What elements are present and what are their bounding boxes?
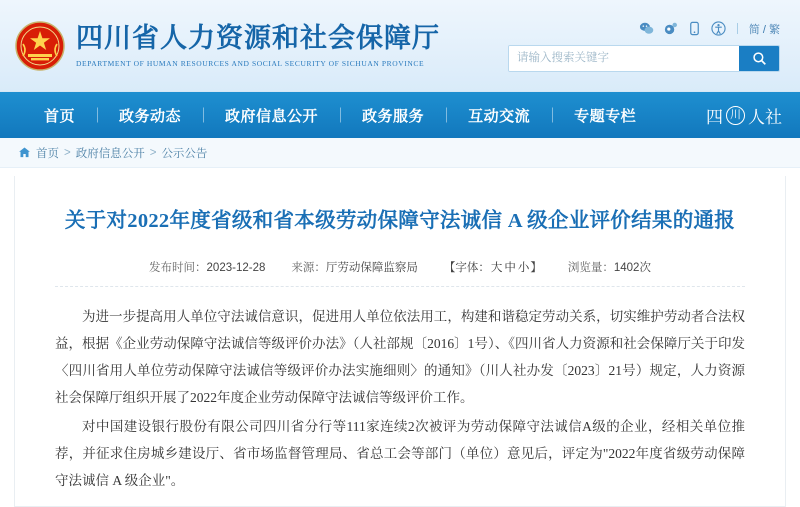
wechat-icon[interactable] xyxy=(639,21,654,36)
nav-item-government-services[interactable]: 政务服务 xyxy=(340,105,446,126)
site-header xyxy=(0,0,800,92)
nav-logo-circle: 川 xyxy=(726,106,745,125)
search-icon xyxy=(752,51,767,66)
source-value: 厅劳动保障监察局 xyxy=(325,261,418,274)
main-nav xyxy=(0,92,800,138)
home-icon xyxy=(18,146,31,159)
font-size-medium[interactable]: 中 xyxy=(504,261,516,274)
view-count xyxy=(568,259,651,275)
site-title-en: DEPARTMENT OF HUMAN RESOURCES AND SOCIAL SECURITY OF SICHUAN PROVINCE xyxy=(76,58,425,68)
breadcrumb-item-announcements[interactable]: 公示公告 xyxy=(161,147,208,160)
view-count-label: 浏览量： xyxy=(567,261,614,274)
breadcrumb-separator-2: > xyxy=(149,146,157,159)
font-size-control[interactable] xyxy=(444,259,542,275)
breadcrumb-item-information-disclosure[interactable]: 政府信息公开 xyxy=(75,147,145,160)
topbar-divider xyxy=(737,23,738,34)
publish-date-label: 发布时间： xyxy=(149,261,207,274)
content-area xyxy=(0,176,800,507)
accessibility-icon[interactable] xyxy=(711,21,726,36)
nav-logo-right: 人社 xyxy=(748,107,782,127)
site-brand xyxy=(76,24,440,68)
nav-item-interaction[interactable]: 互动交流 xyxy=(446,105,552,126)
nav-item-government-news[interactable]: 政务动态 xyxy=(97,105,203,126)
national-emblem-icon xyxy=(14,20,66,72)
breadcrumb xyxy=(0,138,800,168)
search-input[interactable] xyxy=(509,46,739,71)
nav-item-home[interactable]: 首页 xyxy=(44,107,76,125)
publish-date xyxy=(149,259,265,275)
nav-logo-left: 四 xyxy=(706,107,723,127)
article-card xyxy=(14,176,786,507)
nav-brand-logo[interactable] xyxy=(706,103,782,128)
weibo-icon[interactable] xyxy=(663,21,678,36)
article-source xyxy=(291,259,418,275)
article-paragraph: 为进一步提高用人单位守法诚信意识，促进用人单位依法用工，构建和谐稳定劳动关系，切实维护劳动者合法权益，根据《企业劳动保障守法诚信等级评价办法》（人社部规〔2016〕1号）、《四川省人力资源和社会保障厅关于印发〈四川省用人单位劳动保障守法诚信等级评价办法实施细则〉的通知》（川人社办发〔2023〕21号）规定，人力资源社会保障厅组织开展了2022年度企业劳动保障守法诚信等级评价工作。 xyxy=(55,308,745,405)
app-icon[interactable] xyxy=(687,21,702,36)
font-size-small[interactable]: 小 xyxy=(517,261,530,274)
site-title-cn: 四川省人力资源和社会保障厅 xyxy=(76,23,440,54)
search-button[interactable] xyxy=(739,46,779,71)
nav-item-information-disclosure[interactable]: 政府信息公开 xyxy=(203,105,340,126)
header-utility-bar xyxy=(639,21,780,37)
article-body xyxy=(55,303,745,494)
font-size-large[interactable]: 大 xyxy=(490,261,503,274)
breadcrumb-item-home[interactable]: 首页 xyxy=(36,147,59,160)
source-label: 来源： xyxy=(291,261,326,274)
view-count-value: 1402次 xyxy=(613,261,651,274)
nav-item-special-columns[interactable]: 专题专栏 xyxy=(552,105,658,126)
article-meta xyxy=(55,259,745,287)
language-switch[interactable]: 简 / 繁 xyxy=(748,23,780,36)
publish-date-value: 2023-12-28 xyxy=(206,261,266,274)
page-title: 关于对2022年度省级和省本级劳动保障守法诚信 A 级企业评价结果的通报 xyxy=(64,210,736,232)
article-paragraph: 对中国建设银行股份有限公司四川省分行等111家连续2次被评为劳动保障守法诚信A级的企业，经相关单位推荐，并征求住房城乡建设厅、省市场监督管理局、省总工会等部门（单位）意见后，评定为"2022年度省级劳动保障守法诚信 A 级企业"。 xyxy=(55,418,745,488)
breadcrumb-separator-1: > xyxy=(64,146,71,159)
font-size-label: 【字体： xyxy=(443,261,490,274)
font-size-bracket-close: 】 xyxy=(530,261,542,274)
search-box[interactable] xyxy=(508,45,780,72)
